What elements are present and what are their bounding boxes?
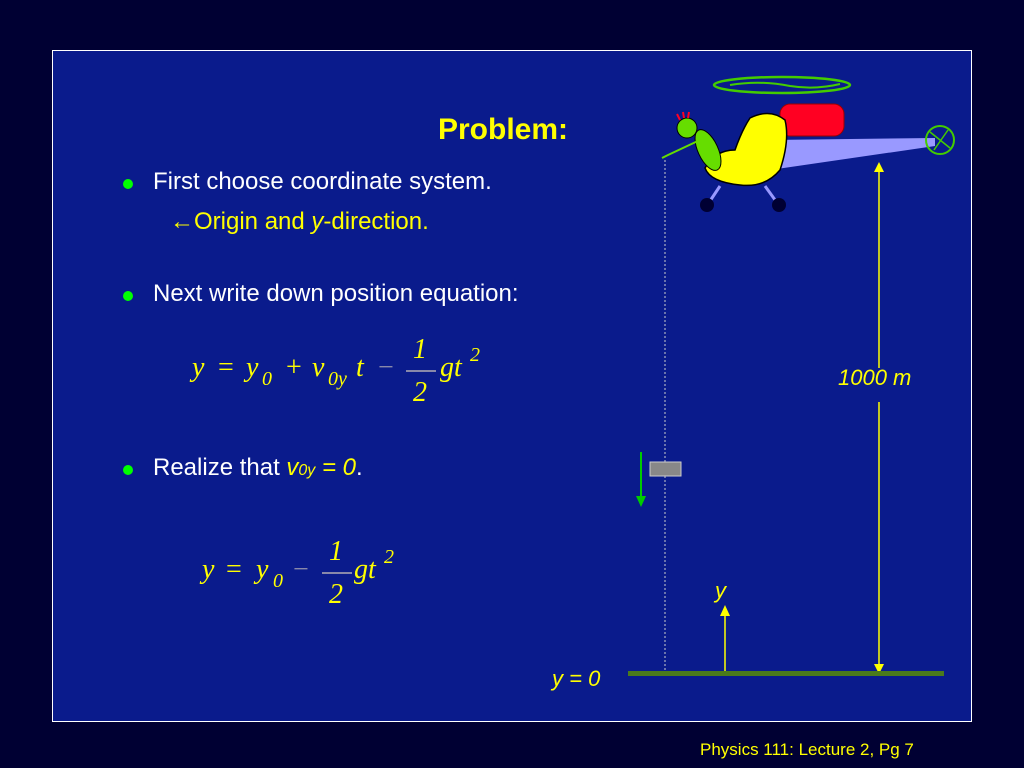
bullet-position-equation: Next write down position equation: (153, 280, 519, 307)
eq1-den: 2 (413, 377, 427, 408)
ground-label: y = 0 (552, 666, 601, 691)
eq1-v-sub: 0y (328, 368, 347, 390)
package-icon (650, 462, 681, 476)
eq2-y0: y (256, 554, 269, 585)
eq2-lhs: y (202, 554, 215, 585)
up-arrow-icon (874, 162, 884, 172)
eq1-t: t (356, 352, 364, 383)
slide-title: Problem: (438, 113, 569, 146)
bullet-realize-period: . (356, 454, 363, 481)
bullet-realize-sub: 0y (298, 462, 316, 479)
wheel-icon (700, 198, 714, 212)
eq2-exp: 2 (384, 546, 394, 568)
y-axis-label: y (715, 578, 726, 603)
eq2-y0-sub: 0 (273, 570, 283, 592)
down-arrow-icon (636, 496, 646, 507)
eq1-y0-sub: 0 (262, 368, 272, 390)
height-label: 1000 m (838, 365, 912, 390)
bullet-realize-value: = 0 (315, 454, 357, 481)
bullet-realize-var: v (286, 454, 299, 481)
bullet-realize-text: Realize that (153, 454, 287, 481)
left-arrow-icon: ← (170, 208, 194, 235)
tail-boom-icon (770, 138, 935, 170)
rotor-blade-icon (730, 83, 840, 88)
eq1-v: v (312, 352, 325, 383)
eq1-equals: = (218, 352, 234, 383)
ground-line (628, 671, 944, 676)
eq2-gt: gt (354, 554, 376, 585)
eq1-lhs: y (192, 352, 205, 383)
sub-bullet-text-before: Origin and (194, 208, 312, 235)
eq1-gt: gt (440, 352, 462, 383)
eq2-equals: = (226, 554, 242, 585)
eq1-y0: y (246, 352, 259, 383)
fuel-tank-icon (780, 104, 844, 136)
bullet-coordinate-system: First choose coordinate system. (153, 168, 492, 195)
eq1-num: 1 (413, 334, 427, 365)
wheel-icon (772, 198, 786, 212)
eq2-num: 1 (329, 536, 343, 567)
eq2-minus: − (293, 554, 309, 585)
sub-bullet-text-after: -direction. (323, 208, 429, 235)
eq1-plus: + (286, 352, 302, 383)
up-arrow-icon (720, 605, 730, 616)
eq1-minus: − (378, 352, 394, 383)
sub-bullet-var: y (311, 208, 324, 235)
slide-footer: Physics 111: Lecture 2, Pg 7 (700, 740, 914, 759)
pilot-arm-icon (662, 140, 700, 158)
eq1-exp: 2 (470, 344, 480, 366)
pilot-head-icon (677, 118, 697, 138)
eq2-den: 2 (329, 579, 343, 610)
